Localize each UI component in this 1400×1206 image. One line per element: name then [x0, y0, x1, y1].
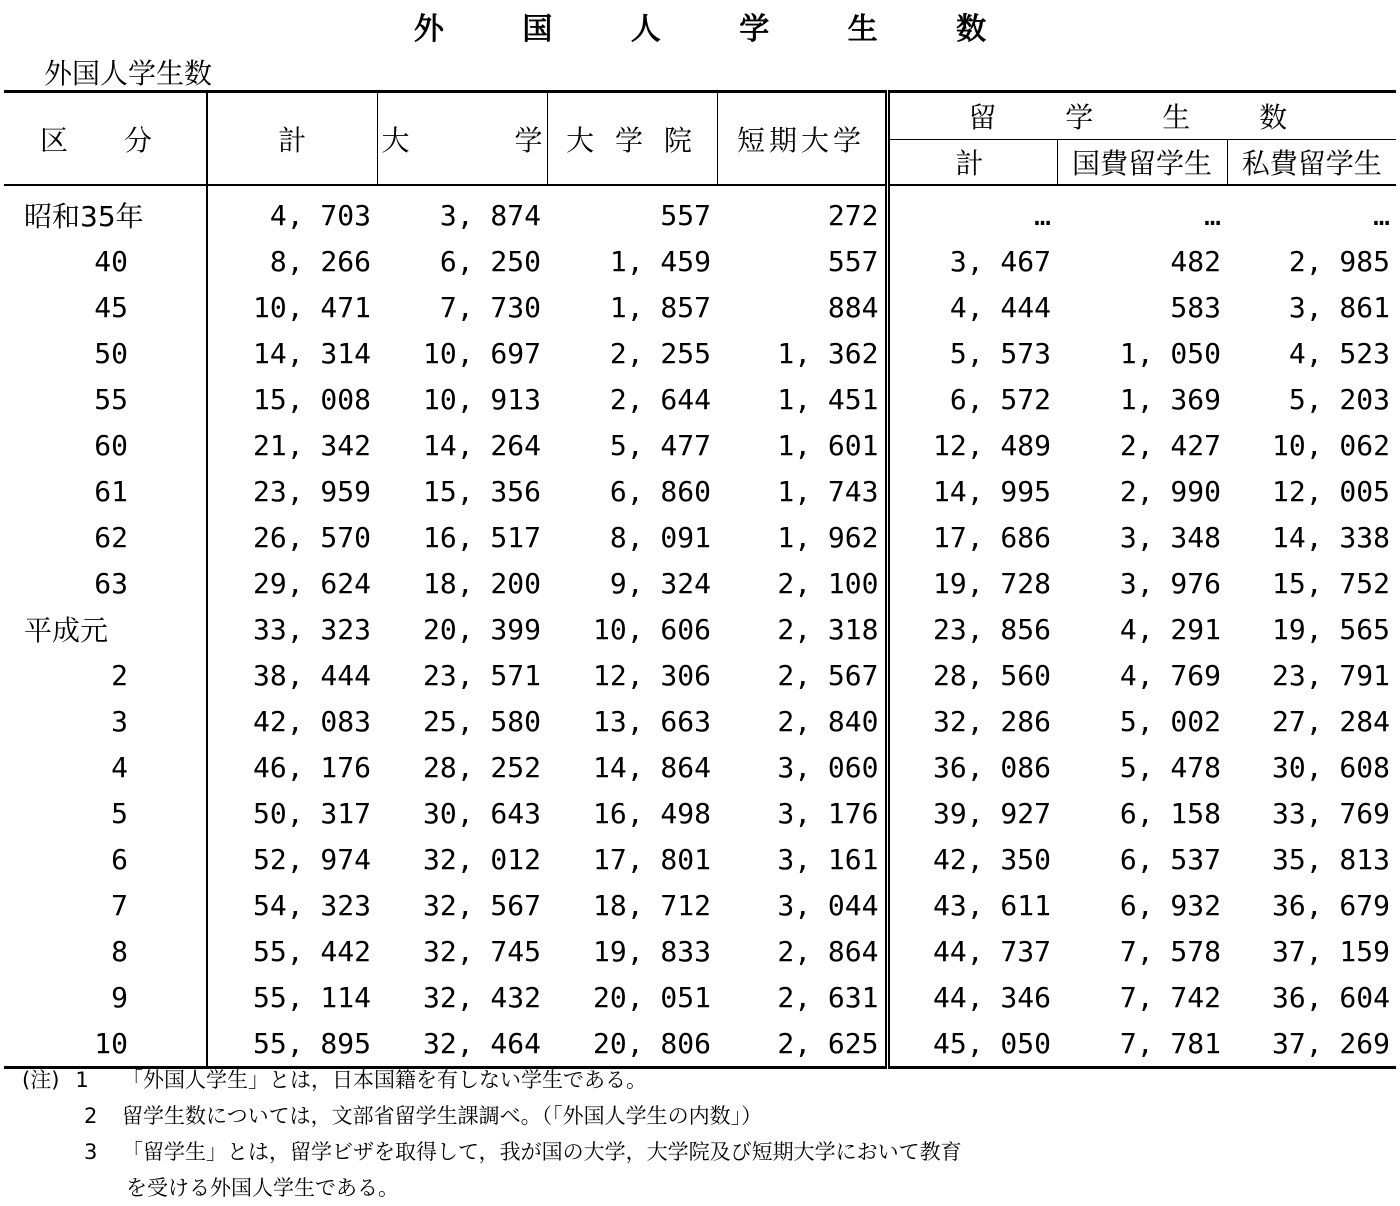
cell-univ: 32, 567 [422, 888, 541, 922]
cell-r-priv: 19, 565 [1271, 612, 1390, 646]
cell-junior: 3, 044 [717, 882, 887, 928]
header-privately-funded: 私費留学生 [1241, 147, 1382, 180]
cell-junior: 2, 318 [717, 606, 887, 652]
cell-univ: 30, 643 [422, 796, 541, 830]
cell-univ: 7, 730 [439, 290, 541, 324]
table-row [4, 1020, 1396, 1068]
note-3 [22, 1134, 962, 1170]
cell-r-gov: 6, 537 [1119, 842, 1221, 876]
row-label: 5 [4, 790, 207, 836]
header-total: 計 [207, 92, 377, 186]
header-kubun: 区 分 [4, 92, 207, 186]
cell-univ: 10, 697 [422, 336, 541, 370]
row-label: 62 [4, 514, 207, 560]
note-1-text: 「外国人学生」とは，日本国籍を有しない学生である。 [122, 1068, 647, 1092]
cell-grad: 16, 498 [592, 796, 711, 830]
cell-r-priv: 33, 769 [1271, 796, 1390, 830]
row-label: 7 [4, 882, 207, 928]
table-row [4, 284, 1396, 330]
table-row [4, 974, 1396, 1020]
cell-grad: 20, 051 [592, 980, 711, 1014]
cell-r-total: 17, 686 [932, 520, 1051, 554]
cell-r-gov: 2, 427 [1119, 428, 1221, 462]
row-label: 61 [4, 468, 207, 514]
cell-univ: 32, 745 [422, 934, 541, 968]
cell-r-priv: 2, 985 [1288, 244, 1390, 278]
note-2 [22, 1098, 962, 1134]
cell-total: 46, 176 [252, 750, 371, 784]
cell-r-gov: 2, 990 [1119, 474, 1221, 508]
cell-univ: 32, 464 [422, 1026, 541, 1060]
cell-r-priv: 23, 791 [1271, 658, 1390, 692]
table-body [4, 185, 1396, 1068]
row-label: 55 [4, 376, 207, 422]
table-row [4, 698, 1396, 744]
table-row [4, 836, 1396, 882]
cell-univ: 18, 200 [422, 566, 541, 600]
cell-junior: 1, 362 [717, 330, 887, 376]
table-row [4, 928, 1396, 974]
table-row [4, 606, 1396, 652]
cell-univ: 20, 399 [422, 612, 541, 646]
table-row [4, 652, 1396, 698]
cell-junior: 272 [717, 185, 887, 238]
cell-univ: 3, 874 [439, 198, 541, 232]
cell-r-gov: 7, 742 [1119, 980, 1221, 1014]
cell-total: 4, 703 [269, 198, 371, 232]
cell-total: 8, 266 [269, 244, 371, 278]
cell-total: 33, 323 [252, 612, 371, 646]
cell-univ: 10, 913 [422, 382, 541, 416]
cell-r-gov: 1, 369 [1119, 382, 1221, 416]
cell-r-total: 32, 286 [932, 704, 1051, 738]
cell-grad: 2, 255 [609, 336, 711, 370]
row-label: 60 [4, 422, 207, 468]
cell-total: 50, 317 [252, 796, 371, 830]
cell-grad: 8, 091 [609, 520, 711, 554]
cell-total: 26, 570 [252, 520, 371, 554]
cell-r-priv: 27, 284 [1271, 704, 1390, 738]
table-row [4, 376, 1396, 422]
cell-total: 29, 624 [252, 566, 371, 600]
cell-r-gov: 6, 158 [1119, 796, 1221, 830]
header-ryugaku-total: 計 [887, 140, 1057, 186]
cell-junior: 1, 743 [717, 468, 887, 514]
cell-univ: 16, 517 [422, 520, 541, 554]
cell-grad: 18, 712 [592, 888, 711, 922]
row-label: 昭和35年 [4, 185, 207, 238]
cell-total: 55, 895 [252, 1026, 371, 1060]
cell-grad: 13, 663 [592, 704, 711, 738]
cell-junior: 2, 625 [717, 1020, 887, 1068]
table-row [4, 468, 1396, 514]
cell-r-gov: 6, 932 [1119, 888, 1221, 922]
foreign-students-table [4, 90, 1396, 1069]
note-3-text: 「留学生」とは，留学ビザを取得して，我が国の大学，大学院及び短期大学において教育 [122, 1140, 962, 1164]
cell-total: 14, 314 [252, 336, 371, 370]
cell-junior: 2, 100 [717, 560, 887, 606]
table-row [4, 185, 1396, 238]
cell-r-gov: 3, 976 [1119, 566, 1221, 600]
header-graduate-school: 大 学 院 [547, 92, 717, 186]
cell-junior: 2, 864 [717, 928, 887, 974]
cell-univ: 32, 012 [422, 842, 541, 876]
cell-r-gov: 4, 769 [1119, 658, 1221, 692]
row-label: 10 [4, 1020, 207, 1068]
cell-junior: 1, 601 [717, 422, 887, 468]
cell-r-gov: 4, 291 [1119, 612, 1221, 646]
cell-univ: 32, 432 [422, 980, 541, 1014]
cell-r-total: 44, 346 [932, 980, 1051, 1014]
cell-r-priv: 4, 523 [1288, 336, 1390, 370]
cell-r-priv: 15, 752 [1271, 566, 1390, 600]
cell-r-total: 14, 995 [932, 474, 1051, 508]
cell-total: 21, 342 [252, 428, 371, 462]
cell-total: 55, 442 [252, 934, 371, 968]
cell-junior: 3, 060 [717, 744, 887, 790]
cell-r-total: 23, 856 [932, 612, 1051, 646]
cell-r-priv: … [1373, 198, 1390, 232]
row-label: 2 [4, 652, 207, 698]
cell-grad: 6, 860 [609, 474, 711, 508]
cell-r-total: 42, 350 [932, 842, 1051, 876]
cell-r-priv: 10, 062 [1271, 428, 1390, 462]
cell-junior: 3, 176 [717, 790, 887, 836]
cell-total: 38, 444 [252, 658, 371, 692]
cell-r-total: 43, 611 [932, 888, 1051, 922]
table-row [4, 330, 1396, 376]
note-lead: (注) 1 [22, 1068, 89, 1092]
cell-junior: 557 [717, 238, 887, 284]
row-label: 9 [4, 974, 207, 1020]
cell-total: 15, 008 [252, 382, 371, 416]
cell-grad: 1, 459 [609, 244, 711, 278]
cell-r-total: 19, 728 [932, 566, 1051, 600]
cell-junior: 2, 840 [717, 698, 887, 744]
cell-r-gov: 5, 002 [1119, 704, 1221, 738]
cell-junior: 2, 631 [717, 974, 887, 1020]
row-label: 40 [4, 238, 207, 284]
cell-grad: 20, 806 [592, 1026, 711, 1060]
cell-junior: 3, 161 [717, 836, 887, 882]
cell-r-total: 3, 467 [949, 244, 1051, 278]
cell-r-gov: 583 [1170, 290, 1221, 324]
table-subtitle: 外国人学生数 [44, 57, 213, 90]
cell-total: 23, 959 [252, 474, 371, 508]
table-row [4, 422, 1396, 468]
cell-r-total: 45, 050 [932, 1026, 1051, 1060]
cell-univ: 25, 580 [422, 704, 541, 738]
row-label: 50 [4, 330, 207, 376]
cell-r-total: 5, 573 [949, 336, 1051, 370]
table-row [4, 238, 1396, 284]
cell-r-priv: 14, 338 [1271, 520, 1390, 554]
cell-grad: 10, 606 [592, 612, 711, 646]
cell-univ: 28, 252 [422, 750, 541, 784]
cell-junior: 884 [717, 284, 887, 330]
cell-r-priv: 12, 005 [1271, 474, 1390, 508]
cell-junior: 1, 962 [717, 514, 887, 560]
cell-r-priv: 37, 269 [1271, 1026, 1390, 1060]
table-row [4, 882, 1396, 928]
cell-total: 55, 114 [252, 980, 371, 1014]
cell-grad: 557 [660, 198, 711, 232]
cell-univ: 15, 356 [422, 474, 541, 508]
header-ryugaku-group: 留 学 生 数 [887, 92, 1396, 140]
cell-r-total: 4, 444 [949, 290, 1051, 324]
cell-r-total: 12, 489 [932, 428, 1051, 462]
table-row [4, 744, 1396, 790]
cell-grad: 1, 857 [609, 290, 711, 324]
note-3-continuation: を受ける外国人学生である。 [126, 1176, 399, 1200]
note-2-text: 留学生数については，文部省留学生課調べ。（「外国人学生の内数」） [122, 1104, 763, 1128]
cell-r-gov: 482 [1170, 244, 1221, 278]
cell-grad: 5, 477 [609, 428, 711, 462]
row-label: 63 [4, 560, 207, 606]
cell-grad: 2, 644 [609, 382, 711, 416]
cell-r-total: 44, 737 [932, 934, 1051, 968]
cell-r-total: … [1034, 198, 1051, 232]
cell-r-priv: 37, 159 [1271, 934, 1390, 968]
note-3-num: 3 [84, 1140, 98, 1164]
header-university: 大 学 [377, 92, 547, 186]
row-label: 8 [4, 928, 207, 974]
table-row [4, 514, 1396, 560]
cell-r-total: 36, 086 [932, 750, 1051, 784]
cell-r-priv: 36, 604 [1271, 980, 1390, 1014]
cell-r-total: 28, 560 [932, 658, 1051, 692]
cell-r-gov: 7, 578 [1119, 934, 1221, 968]
notes [22, 1062, 962, 1206]
cell-grad: 14, 864 [592, 750, 711, 784]
cell-r-priv: 35, 813 [1271, 842, 1390, 876]
cell-grad: 17, 801 [592, 842, 711, 876]
note-2-num: 2 [84, 1104, 98, 1128]
cell-univ: 6, 250 [439, 244, 541, 278]
cell-grad: 12, 306 [592, 658, 711, 692]
row-label: 3 [4, 698, 207, 744]
cell-r-priv: 36, 679 [1271, 888, 1390, 922]
cell-univ: 14, 264 [422, 428, 541, 462]
cell-r-gov: 7, 781 [1119, 1026, 1221, 1060]
cell-total: 54, 323 [252, 888, 371, 922]
cell-total: 42, 083 [252, 704, 371, 738]
cell-univ: 23, 571 [422, 658, 541, 692]
cell-r-gov: … [1204, 198, 1221, 232]
table-row [4, 560, 1396, 606]
row-label: 4 [4, 744, 207, 790]
cell-r-total: 39, 927 [932, 796, 1051, 830]
table-row [4, 790, 1396, 836]
cell-r-total: 6, 572 [949, 382, 1051, 416]
cell-r-priv: 30, 608 [1271, 750, 1390, 784]
cell-r-gov: 3, 348 [1119, 520, 1221, 554]
cell-junior: 2, 567 [717, 652, 887, 698]
page-title: 外 国 人 学 生 数 [413, 12, 1021, 47]
cell-total: 52, 974 [252, 842, 371, 876]
cell-r-priv: 3, 861 [1288, 290, 1390, 324]
cell-r-gov: 1, 050 [1119, 336, 1221, 370]
note-1 [22, 1062, 962, 1098]
cell-grad: 19, 833 [592, 934, 711, 968]
cell-total: 10, 471 [252, 290, 371, 324]
cell-junior: 1, 451 [717, 376, 887, 422]
header-government-funded: 国費留学生 [1057, 140, 1227, 186]
row-label: 45 [4, 284, 207, 330]
cell-r-priv: 5, 203 [1288, 382, 1390, 416]
header-junior-college: 短期大学 [717, 92, 887, 186]
cell-grad: 9, 324 [609, 566, 711, 600]
row-label: 6 [4, 836, 207, 882]
cell-r-gov: 5, 478 [1119, 750, 1221, 784]
row-label: 平成元 [4, 606, 207, 652]
